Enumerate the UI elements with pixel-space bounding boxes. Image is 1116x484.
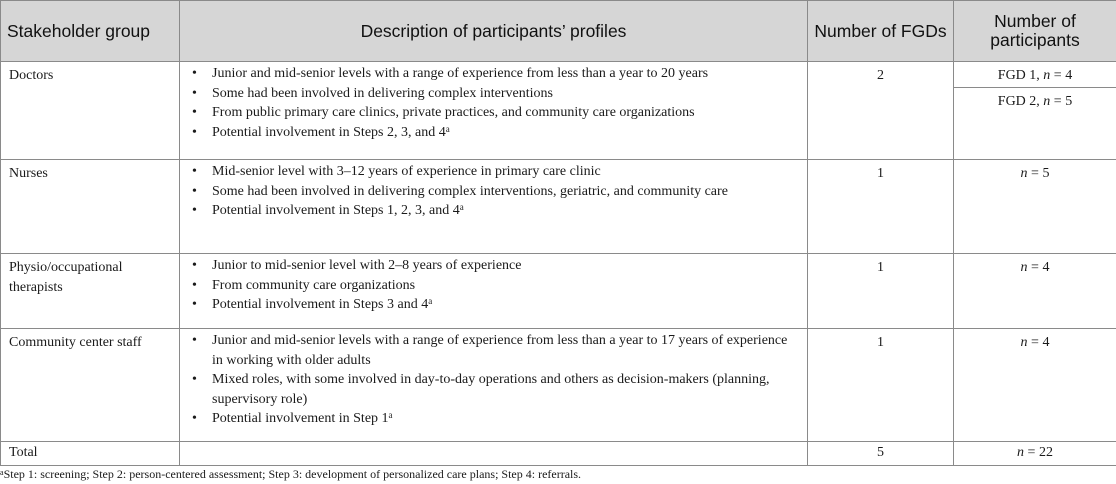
participants-fgd1: FGD 1, n = 4 [954, 62, 1116, 88]
participants-cell: n = 4 [954, 329, 1116, 442]
list-item: • Potential involvement in Steps 1, 2, 3, and 4$^a$ [186, 201, 801, 221]
description-cell [180, 442, 808, 466]
list-item: • Junior and mid-senior levels with a range of experience from less than a year to 20 years [186, 64, 801, 84]
table-row [1, 62, 1116, 160]
footnote-mark: a [0, 468, 4, 477]
list-item: • From public primary care clinics, private practices, and community care organizations [186, 103, 801, 123]
participants-cell: n = 5 [954, 160, 1116, 254]
participants-cell [954, 62, 1116, 160]
list-item: • Potential involvement in Steps 3 and 4$^a$ [186, 295, 801, 315]
table-row [1, 254, 1116, 329]
list-item: • Junior to mid-senior level with 2–8 years of experience [186, 256, 801, 276]
table-row [1, 160, 1116, 254]
list-item: • Mid-senior level with 3–12 years of experience in primary care clinic [186, 162, 801, 182]
description-cell [180, 254, 808, 329]
footnote-mark: a [445, 123, 450, 134]
description-cell [180, 160, 808, 254]
list-item: • From community care organizations [186, 276, 801, 296]
profile-list [186, 331, 801, 429]
footnote-mark: a [388, 410, 393, 420]
group-cell: Physio/occupational therapists [1, 254, 180, 329]
header-description: Description of participants’ profiles [180, 1, 808, 62]
footnote-mark: a [428, 296, 433, 306]
fgds-cell: 1 [808, 254, 954, 329]
fgds-cell: 2 [808, 62, 954, 160]
list-item: • Potential involvement in Steps 2, 3, and 4$^a$ [186, 123, 801, 143]
participants-cell: n = 22 [954, 442, 1116, 466]
list-item: • Potential involvement in Step 1$^a$ [186, 409, 801, 429]
fgds-cell: 1 [808, 329, 954, 442]
profile-list [186, 162, 801, 221]
participants-cell: n = 4 [954, 254, 1116, 329]
list-item: • Junior and mid-senior levels with a range of experience from less than a year to 17 years of experience in working with older adults [186, 331, 801, 370]
group-cell: Community center staff [1, 329, 180, 442]
fgds-cell: 5 [808, 442, 954, 466]
description-cell [180, 62, 808, 160]
participants-fgd2: FGD 2, n = 5 [997, 94, 1073, 109]
profile-list [186, 256, 801, 315]
table-row [1, 329, 1116, 442]
list-item: • Some had been involved in delivering complex interventions [186, 84, 801, 104]
header-row [1, 1, 1116, 62]
header-stakeholder: Stakeholder group [1, 1, 180, 62]
table-row-total [1, 442, 1116, 466]
description-cell [180, 329, 808, 442]
footnote-text: Step 1: screening; Step 2: person-centered assessment; Step 3: development of personalized care plans; Step 4: referrals. [3, 467, 582, 481]
list-item: • Some had been involved in delivering complex interventions, geriatric, and community care [186, 182, 801, 202]
list-item: • Mixed roles, with some involved in day-to-day operations and others as decision-makers (planning, supervisory role) [186, 370, 801, 409]
header-fgds: Number of FGDs [808, 1, 954, 62]
group-cell: Total [1, 442, 180, 466]
table-footnote [0, 467, 1116, 481]
fgds-cell: 1 [808, 160, 954, 254]
group-cell: Doctors [1, 62, 180, 160]
group-cell: Nurses [1, 160, 180, 254]
header-participants: Number of participants [954, 1, 1116, 62]
profile-list [186, 64, 801, 142]
footnote-mark: a [459, 202, 464, 212]
